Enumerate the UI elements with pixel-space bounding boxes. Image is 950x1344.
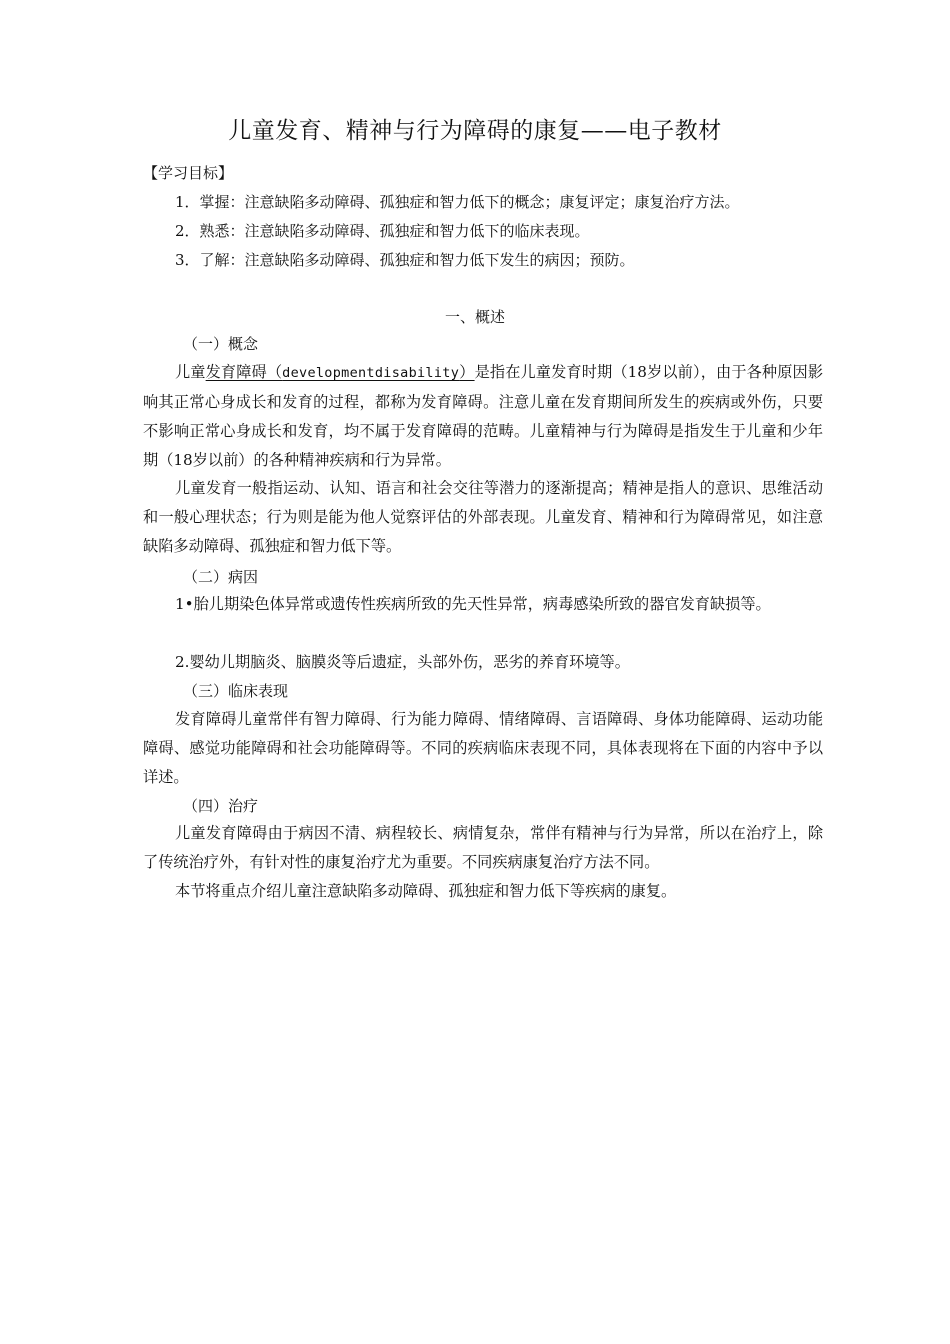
paragraph-text: 是指在儿童发育时期（18岁以前），由于各种原因影响其正常心身成长和发育的过程，都称为发育障碍。注意儿童在发育期间所发生的疾病或外伤，只要不影响正常心身成长和发育，均不属于发育障碍的范畴。儿童精神与行为障碍是指发生于儿童和少年期（18岁以前）的各种精神疾病和行为异常。 (143, 363, 824, 469)
section-heading: 一、概述 (444, 308, 505, 326)
subheading-treatment: （四）治疗 (183, 797, 259, 815)
subheading-cause: （二）病因 (183, 568, 259, 586)
paragraph-text: 儿童 (175, 363, 206, 381)
subheading-clinical: （三）临床表现 (183, 682, 289, 700)
objective-item: 2．熟悉：注意缺陷多动障碍、孤独症和智力低下的临床表现。 (175, 222, 590, 240)
objective-item: 1．掌握：注意缺陷多动障碍、孤独症和智力低下的概念；康复评定；康复治疗方法。 (175, 193, 740, 211)
paragraph-cause-2: 2.婴幼儿期脑炎、脑膜炎等后遗症，头部外伤，恶劣的养育环境等。 (175, 653, 630, 671)
subheading-concept: （一）概念 (183, 335, 259, 353)
document-title: 儿童发育、精神与行为障碍的康复——电子教材 (228, 118, 722, 144)
term-en: developmentdisability (282, 365, 460, 381)
objectives-heading: 【学习目标】 (143, 164, 234, 182)
objective-item: 3．了解：注意缺陷多动障碍、孤独症和智力低下发生的病因；预防。 (175, 251, 635, 269)
paragraph-development: 儿童发育一般指运动、认知、语言和社会交往等潜力的逐渐提高；精神是指人的意识、思维活动和一般心理状态；行为则是能为他人觉察评估的外部表现。儿童发育、精神和行为障碍常见，如注意缺陷多动障碍、孤独症和智力低下等。 (143, 479, 823, 555)
term-cn: 发育障碍（ (205, 363, 283, 381)
paragraph-treatment: 儿童发育障碍由于病因不清、病程较长、病情复杂，常伴有精神与行为异常，所以在治疗上，除了传统治疗外，有针对性的康复治疗尤为重要。不同疾病康复治疗方法不同。 (143, 824, 823, 871)
paragraph-concept (143, 358, 823, 475)
paragraph-clinical: 发育障碍儿童常伴有智力障碍、行为能力障碍、情绪障碍、言语障碍、身体功能障碍、运动功能障碍、感觉功能障碍和社会功能障碍等。不同的疾病临床表现不同，具体表现将在下面的内容中予以详述。 (143, 710, 823, 786)
paragraph-cause-1: 1•胎儿期染色体异常或遗传性疾病所致的先天性异常，病毒感染所致的器官发育缺损等。 (175, 595, 771, 613)
term-link (206, 363, 475, 381)
term-close: ） (459, 363, 475, 381)
paragraph-summary: 本节将重点介绍儿童注意缺陷多动障碍、孤独症和智力低下等疾病的康复。 (175, 882, 677, 900)
